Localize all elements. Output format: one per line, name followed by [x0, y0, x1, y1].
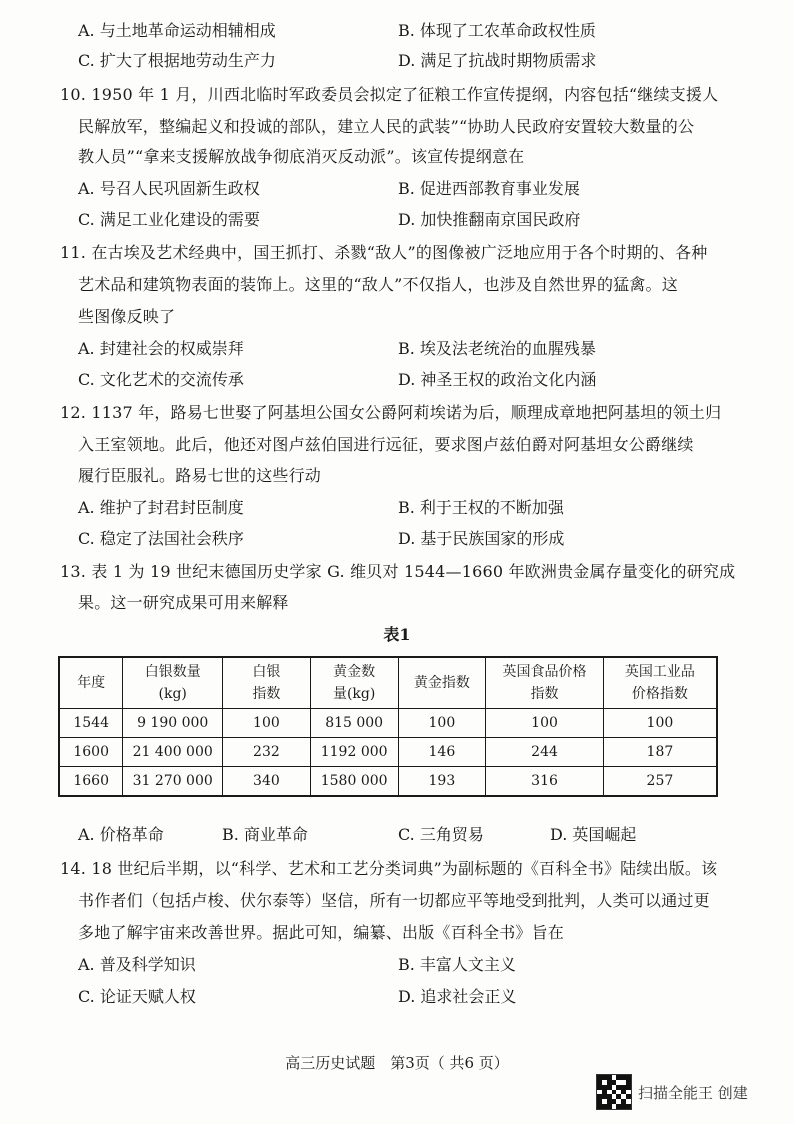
q10-option-d: D. 加快推翻南京国民政府	[398, 210, 581, 229]
qr-code-icon	[596, 1074, 632, 1110]
q11-option-c: C. 文化艺术的交流传承	[78, 370, 244, 389]
q12-option-c: C. 稳定了法国社会秩序	[78, 529, 244, 548]
table-cell: 100	[603, 709, 717, 738]
metal-stock-table	[58, 656, 718, 797]
table-header-row	[59, 657, 717, 709]
q10-option-c: C. 满足工业化建设的需要	[78, 210, 260, 229]
header-year: 年度	[59, 657, 123, 709]
table-cell: 193	[398, 767, 486, 797]
table-cell: 100	[486, 709, 604, 738]
scanner-watermark	[596, 1074, 748, 1110]
table-cell: 244	[486, 738, 604, 767]
header-silver-index: 白银 指数	[223, 657, 311, 709]
table-cell: 232	[223, 738, 311, 767]
table-cell: 340	[223, 767, 311, 797]
header-food-price-index: 英国食品价格 指数	[486, 657, 604, 709]
q11-stem-line-1: 11. 在古埃及艺术经典中，国王抓打、杀戮“敌人”的图像被广泛地应用于各个时期的、各种	[60, 243, 708, 262]
page-footer: 高三历史试题 第3页（ 共6 页）	[285, 1054, 509, 1072]
table-cell: 9 190 000	[123, 709, 223, 738]
q11-stem-line-3: 些图像反映了	[78, 307, 176, 326]
q11-option-d: D. 神圣王权的政治文化内涵	[398, 370, 597, 389]
q14-option-a: A. 普及科学知识	[78, 955, 196, 974]
q10-stem-line-1: 10. 1950 年 1 月，川西北临时军政委员会拟定了征粮工作宣传提纲，内容包括“继续支援人	[60, 85, 719, 104]
table-cell: 257	[603, 767, 717, 797]
q12-option-d: D. 基于民族国家的形成	[398, 529, 565, 548]
q13-option-b: B. 商业革命	[222, 825, 308, 844]
header-gold-qty: 黄金数 量(kg)	[310, 657, 398, 709]
table-cell: 21 400 000	[123, 738, 223, 767]
q10-option-a: A. 号召人民巩固新生政权	[78, 179, 260, 198]
table-cell: 1660	[59, 767, 123, 797]
table-cell: 100	[223, 709, 311, 738]
q9-option-c: C. 扩大了根据地劳动生产力	[78, 51, 276, 70]
q13-option-c: C. 三角贸易	[398, 825, 484, 844]
table-cell: 316	[486, 767, 604, 797]
q13-option-a: A. 价格革命	[78, 825, 164, 844]
table-cell: 187	[603, 738, 717, 767]
header-gold-index: 黄金指数	[398, 657, 486, 709]
q13-option-d: D. 英国崛起	[550, 825, 637, 844]
q11-stem-line-2: 艺术品和建筑物表面的装饰上。这里的“敌人”不仅指人，也涉及自然世界的猛禽。这	[78, 275, 678, 294]
q10-stem-line-3: 教人员”“拿来支援解放战争彻底消灭反动派”。该宣传提纲意在	[78, 147, 525, 166]
q14-stem-line-3: 多地了解宇宙来改善世界。据此可知，编纂、出版《百科全书》旨在	[78, 923, 565, 942]
header-silver-qty: 白银数量 (kg)	[123, 657, 223, 709]
q13-stem-line-2: 果。这一研究成果可用来解释	[78, 593, 289, 612]
q14-option-d: D. 追求社会正义	[398, 987, 517, 1006]
table-cell: 100	[398, 709, 486, 738]
table-cell: 815 000	[310, 709, 398, 738]
q14-stem-line-2: 书作者们（包括卢梭、伏尔泰等）坚信，所有一切都应平等地受到批判，人类可以通过更	[78, 891, 710, 910]
table-row	[59, 738, 717, 767]
table-row	[59, 709, 717, 738]
q12-option-a: A. 维护了封君封臣制度	[78, 498, 244, 517]
q9-option-b: B. 体现了工农革命政权性质	[398, 21, 596, 40]
q10-option-b: B. 促进西部教育事业发展	[398, 179, 580, 198]
q11-option-b: B. 埃及法老统治的血腥残暴	[398, 339, 596, 358]
q9-option-a: A. 与土地革命运动相辅相成	[78, 21, 276, 40]
table-cell: 1600	[59, 738, 123, 767]
table-row	[59, 767, 717, 797]
header-industrial-price-index: 英国工业品 价格指数	[603, 657, 717, 709]
table-cell: 1580 000	[310, 767, 398, 797]
q12-stem-line-2: 入王室领地。此后，他还对图卢兹伯国进行远征，要求图卢兹伯爵对阿基坦女公爵继续	[78, 435, 694, 454]
q12-stem-line-3: 履行臣服礼。路易七世的这些行动	[78, 466, 322, 485]
q14-option-c: C. 论证天赋人权	[78, 987, 196, 1006]
table-cell: 146	[398, 738, 486, 767]
table-cell: 1192 000	[310, 738, 398, 767]
q12-stem-line-1: 12. 1137 年，路易七世娶了阿基坦公国女公爵阿莉埃诺为后，顺理成章地把阿基坦的领土归	[60, 403, 722, 422]
q11-option-a: A. 封建社会的权威崇拜	[78, 339, 244, 358]
q14-option-b: B. 丰富人文主义	[398, 955, 516, 974]
table-title: 表1	[383, 625, 411, 644]
q12-option-b: B. 利于王权的不断加强	[398, 498, 564, 517]
table-cell: 1544	[59, 709, 123, 738]
scanner-watermark-label: 扫描全能王 创建	[638, 1083, 748, 1102]
q13-stem-line-1: 13. 表 1 为 19 世纪末德国历史学家 G. 维贝对 1544—1660 年欧洲贵金属存量变化的研究成	[60, 562, 736, 581]
q10-stem-line-2: 民解放军，整编起义和投诚的部队，建立人民的武装”“协助人民政府安置较大数量的公	[78, 117, 695, 136]
q14-stem-line-1: 14. 18 世纪后半期，以“科学、艺术和工艺分类词典”为副标题的《百科全书》陆续出版。该	[60, 859, 718, 878]
table-cell: 31 270 000	[123, 767, 223, 797]
q9-option-d: D. 满足了抗战时期物质需求	[398, 51, 597, 70]
